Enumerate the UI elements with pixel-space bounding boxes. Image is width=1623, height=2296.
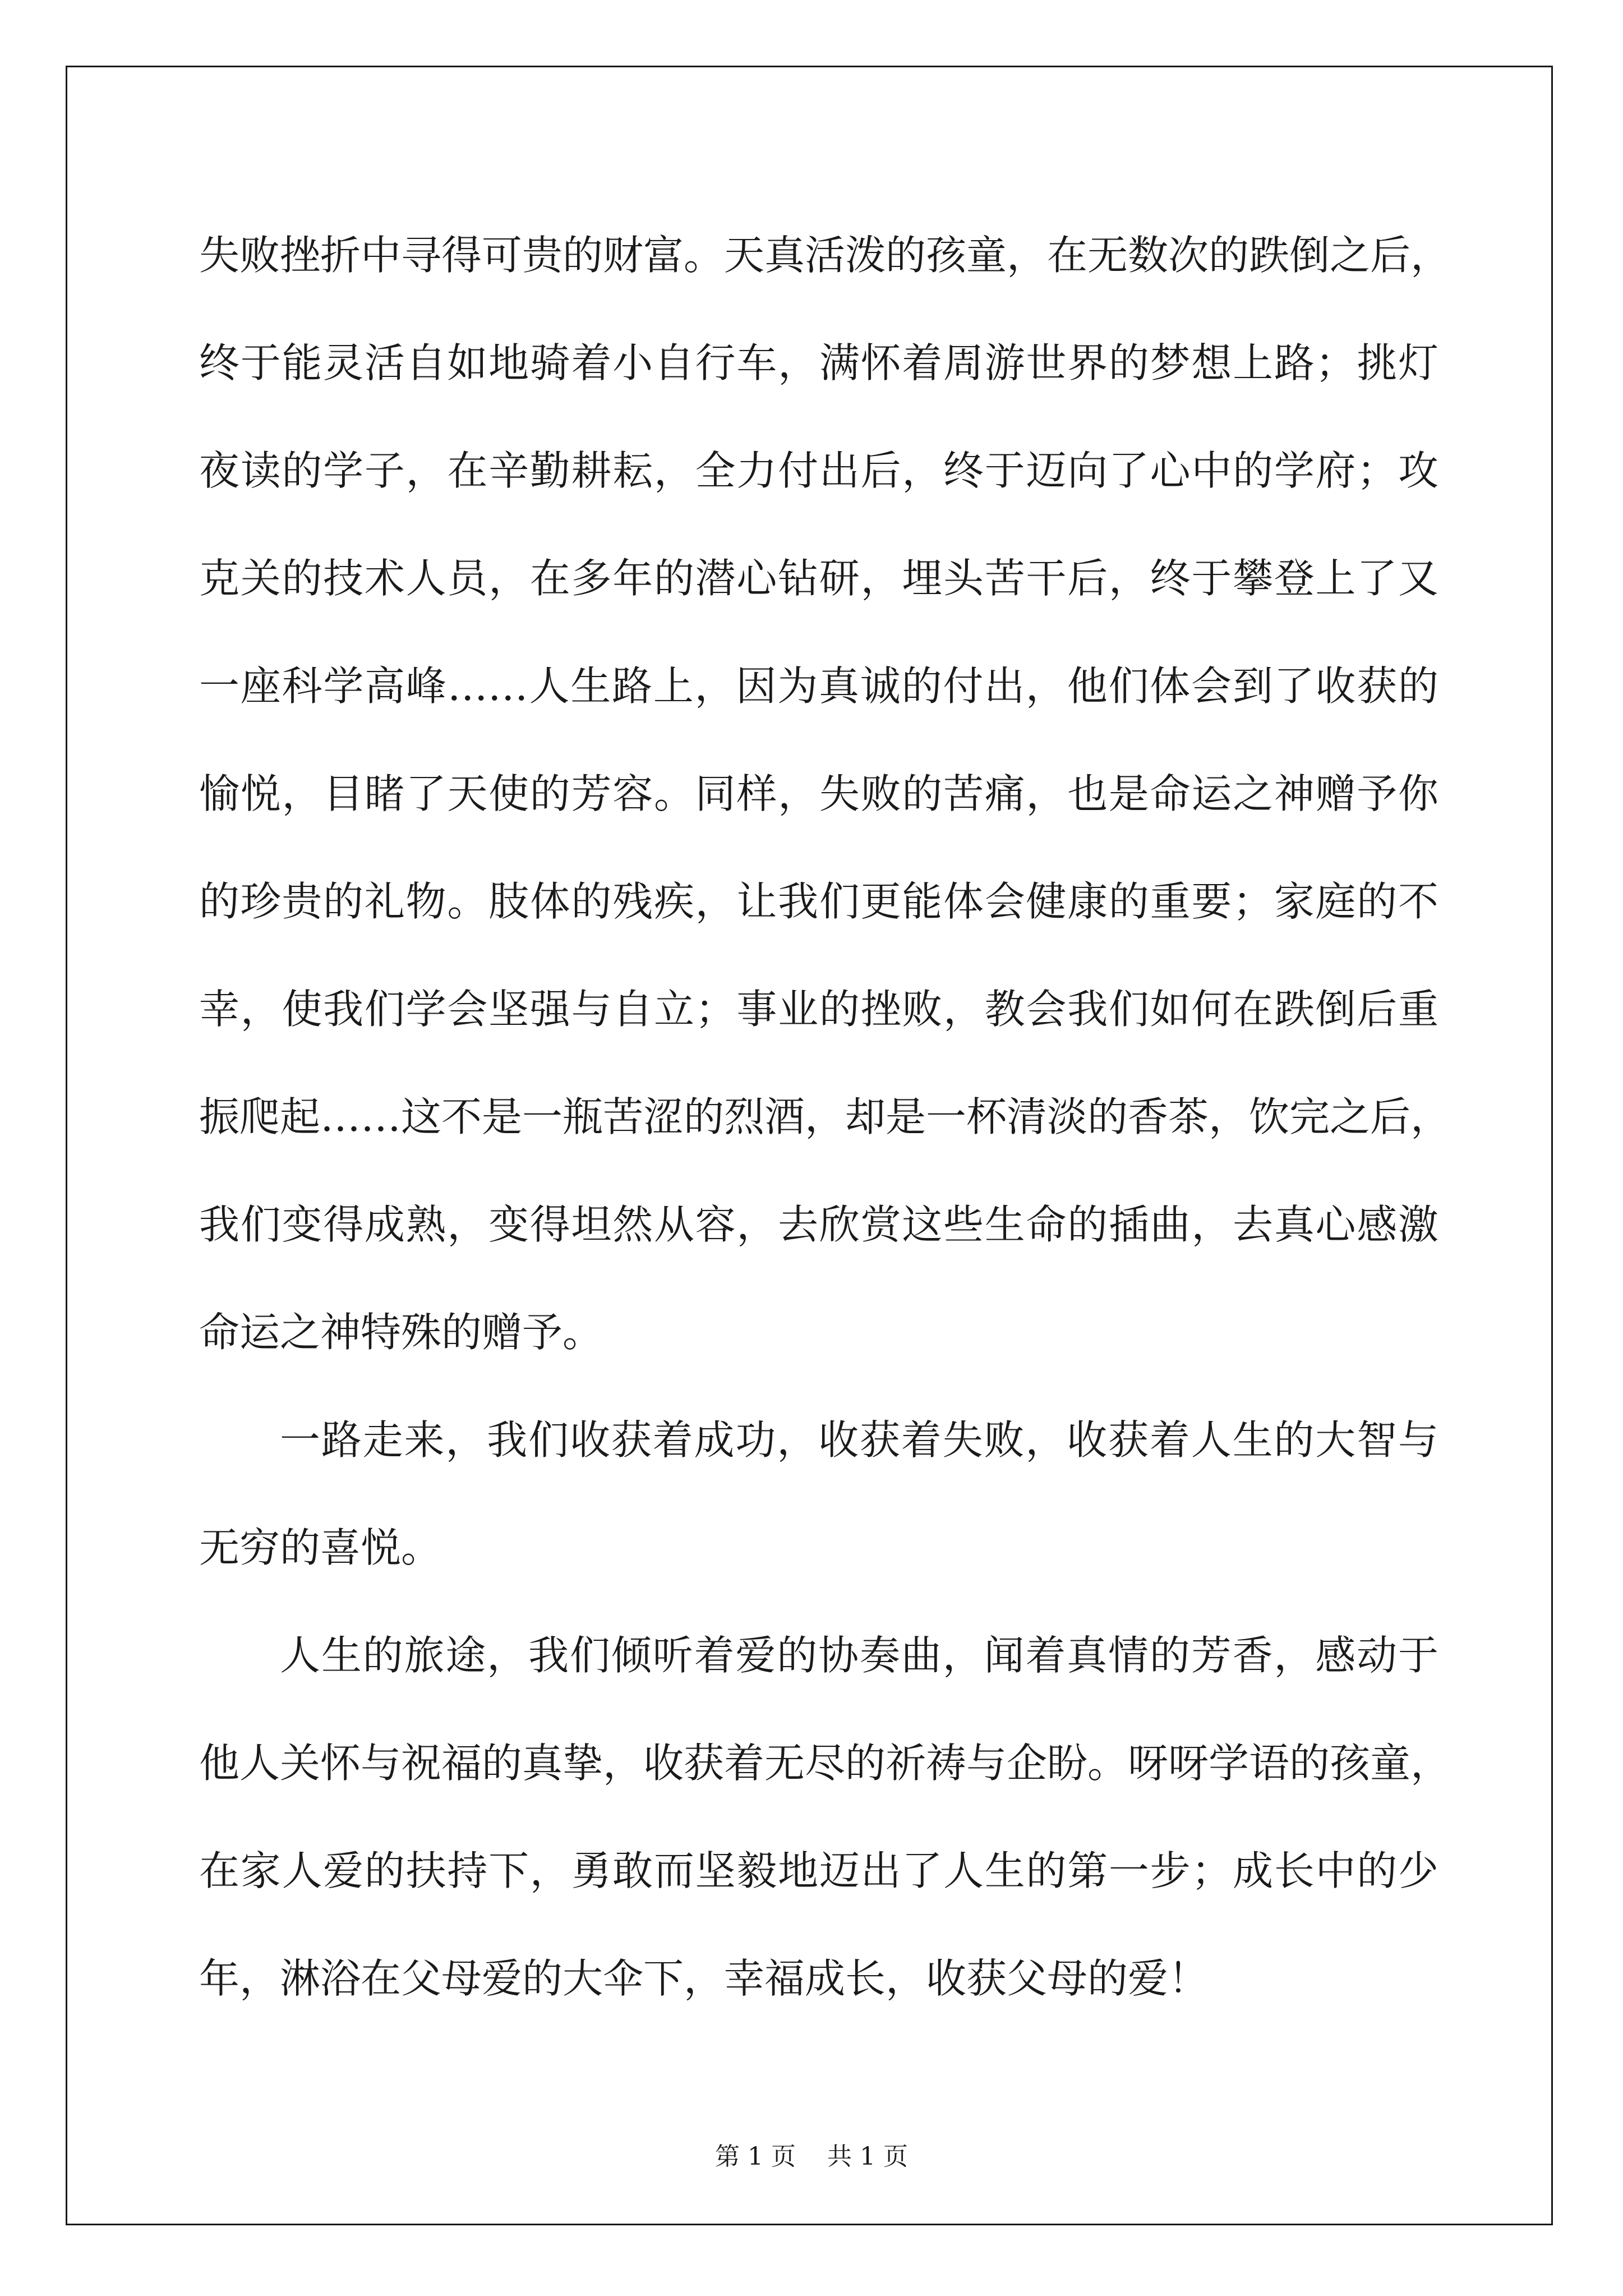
text-line-5: 一座科学高峰……人生路上，因为真诚的付出，他们体会到了收获的 <box>199 662 1438 710</box>
text-line-13: 无穷的喜悦。 <box>199 1524 442 1571</box>
text-line-7: 的珍贵的礼物。肢体的残疾，让我们更能体会健康的重要；家庭的不 <box>199 878 1438 925</box>
text-line-3: 夜读的学子，在辛勤耕耘，全力付出后，终于迈向了心中的学府；攻 <box>199 447 1438 494</box>
text-line-12: 一路走来，我们收获着成功，收获着失败，收获着人生的大智与 <box>280 1416 1438 1464</box>
text-line-6: 愉悦，目睹了天使的芳容。同样，失败的苦痛，也是命运之神赠予你 <box>199 770 1438 817</box>
text-line-17: 年，淋浴在父母爱的大伞下，幸福成长，收获父母的爱！ <box>199 1955 1209 2002</box>
text-line-8: 幸，使我们学会坚强与自立；事业的挫败，教会我们如何在跌倒后重 <box>199 986 1438 1033</box>
page-number: 第 1 页 <box>715 2142 796 2171</box>
text-line-4: 克关的技术人员，在多年的潜心钻研，埋头苦干后，终于攀登上了又 <box>199 555 1438 602</box>
text-line-10: 我们变得成熟，变得坦然从容，去欣赏这些生命的插曲，去真心感激 <box>199 1201 1438 1248</box>
text-line-15: 他人关怀与祝福的真挚，收获着无尽的祈祷与企盼。呀呀学语的孩童， <box>199 1740 1451 1787</box>
page-footer <box>0 2136 1623 2172</box>
page-total: 共 1 页 <box>827 2142 908 2171</box>
text-line-9: 振爬起……这不是一瓶苦涩的烈酒，却是一杯清淡的香茶，饮完之后， <box>199 1093 1451 1140</box>
document-body <box>199 224 1451 2055</box>
text-line-1: 失败挫折中寻得可贵的财富。天真活泼的孩童，在无数次的跌倒之后， <box>199 232 1451 279</box>
text-line-11: 命运之神特殊的赠予。 <box>199 1309 603 1356</box>
text-line-2: 终于能灵活自如地骑着小自行车，满怀着周游世界的梦想上路；挑灯 <box>199 339 1438 386</box>
text-line-14: 人生的旅途，我们倾听着爱的协奏曲，闻着真情的芳香，感动于 <box>280 1632 1438 1679</box>
text-line-16: 在家人爱的扶持下，勇敢而坚毅地迈出了人生的第一步；成长中的少 <box>199 1847 1438 1894</box>
